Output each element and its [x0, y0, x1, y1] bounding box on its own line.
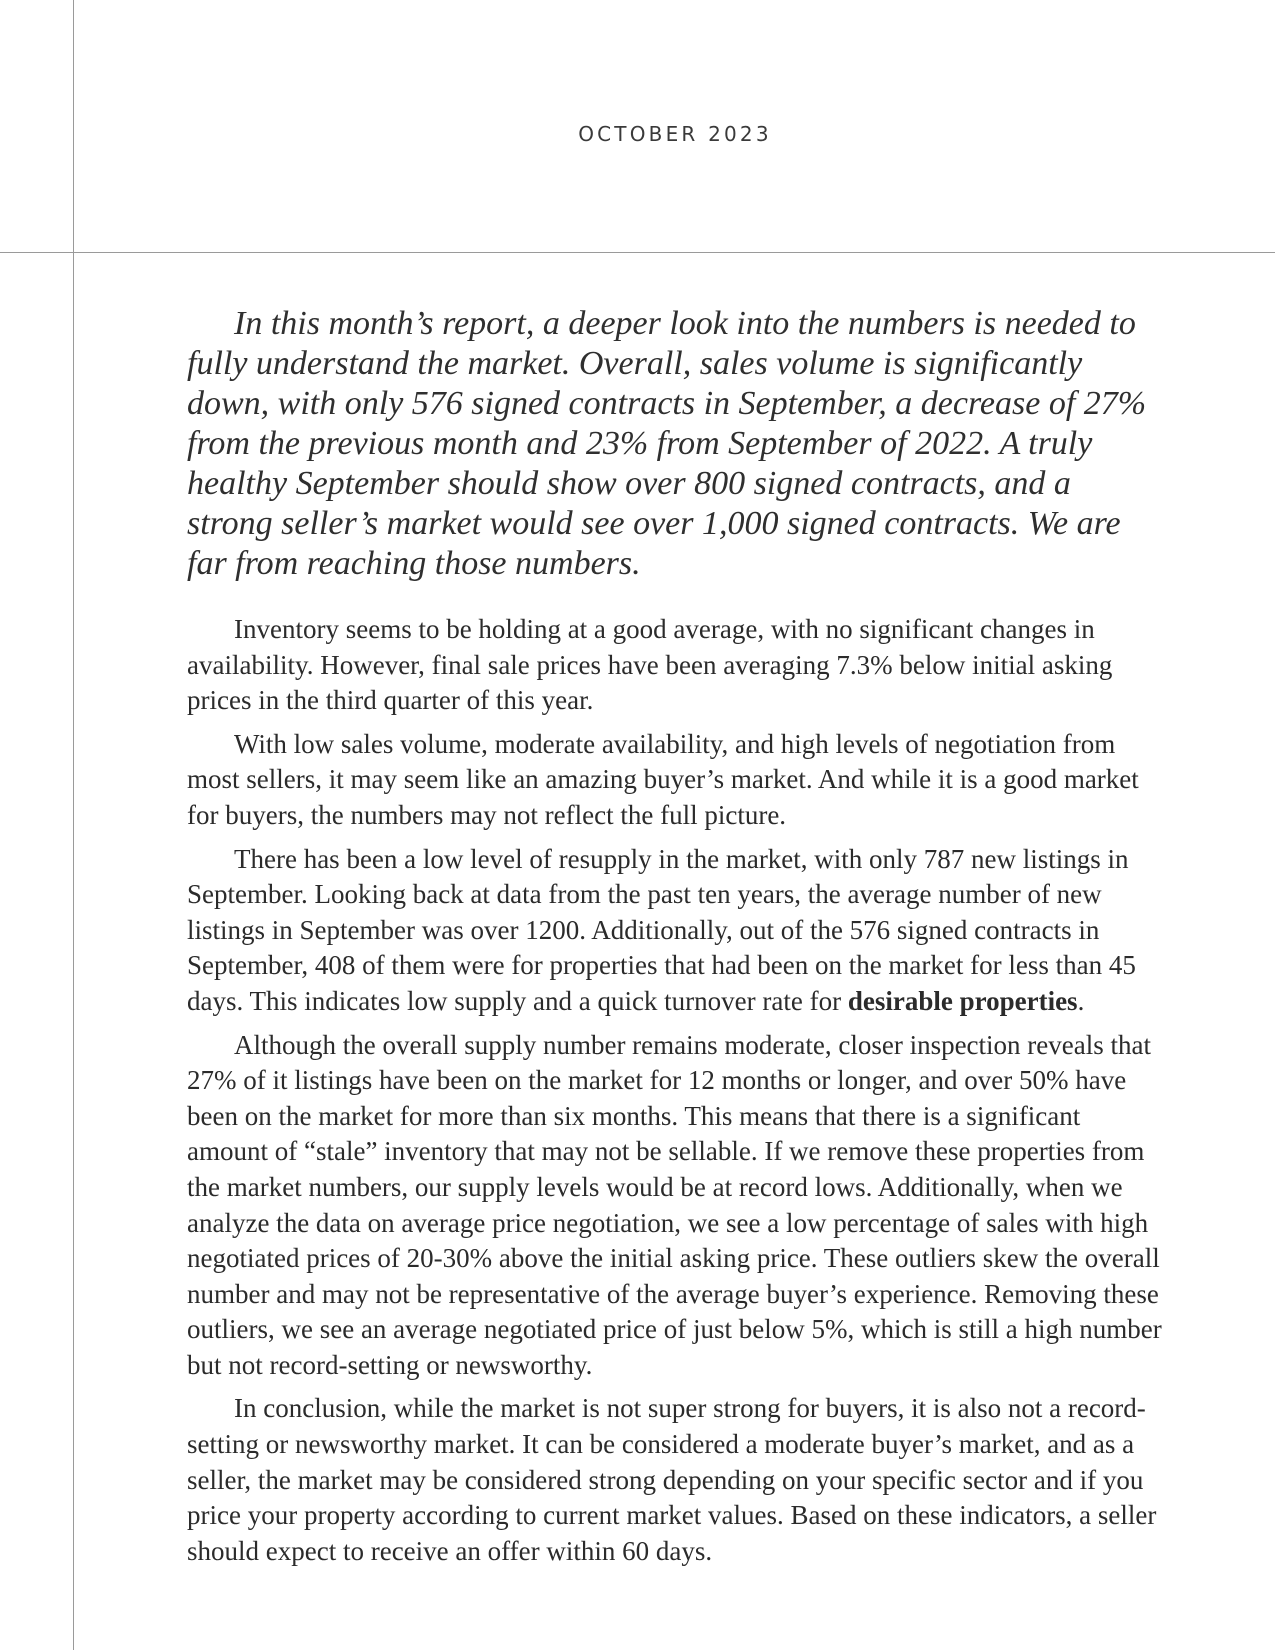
- desirable-properties-emphasis: desirable properties: [847, 985, 1078, 1016]
- article-body: [187, 304, 1162, 1577]
- left-margin-rule: [73, 0, 74, 1650]
- paragraph-resupply-text: There has been a low level of resupply in the market, with only 787 new listings in September. Looking back at data from the past ten years, the average number of new listings in September was over 1200. Additionally, out of the 576 signed contracts in September, 408 of them were for properties that had been on the market for less than 45 days. This indicates low supply and a quick turnover rate for: [187, 843, 1136, 1016]
- paragraph-buyers-market: With low sales volume, moderate availability, and high levels of negotiation from most sellers, it may seem like an amazing buyer’s market. And while it is a good market for buyers, the numbers may not reflect the full picture.: [187, 728, 1139, 830]
- paragraph-inventory: Inventory seems to be holding at a good average, with no significant changes in availability. However, final sale prices have been averaging 7.3% below initial asking prices in the third quarter of this year.: [187, 614, 1113, 716]
- paragraph-resupply: [187, 842, 1162, 1020]
- paragraph-stale-inventory: Although the overall supply number remains moderate, closer inspection reveals that 27% of it listings have been on the market for 12 months or longer, and over 50% have been on the market for more than six months. This means that there is a significant amount of “stale” inventory that may not be sellable. If we remove these properties from the market numbers, our supply levels would be at record lows. Additionally, when we analyze the data on average price negotiation, we see a low percentage of sales with high negotiated prices of 20-30% above the initial asking price. These outliers skew the overall number and may not be representative of the average buyer’s experience. Removing these outliers, we see an average negotiated price of just below 5%, which is still a high number but not record-setting or newsworthy.: [187, 1029, 1162, 1380]
- paragraph-resupply-end: .: [1077, 985, 1085, 1016]
- lead-paragraph: In this month’s report, a deeper look into the numbers is needed to fully understand the market. Overall, sales volume is significantly down, with only 576 signed contracts in September, a decrease of 27% from the previous month and 23% from September of 2022. A truly healthy September should show over 800 signed contracts, and a strong seller’s market would see over 1,000 signed contracts. We are far from reaching those numbers.: [187, 305, 1147, 582]
- report-date: OCTOBER 2023: [578, 122, 772, 146]
- header-divider-rule: [0, 252, 1275, 253]
- paragraph-conclusion: In conclusion, while the market is not super strong for buyers, it is also not a record-setting or newsworthy market. It can be considered a moderate buyer’s market, and as a seller, the market may be considered strong depending on your specific sector and if you price your property according to current market values. Based on these indicators, a seller should expect to receive an offer within 60 days.: [187, 1393, 1157, 1566]
